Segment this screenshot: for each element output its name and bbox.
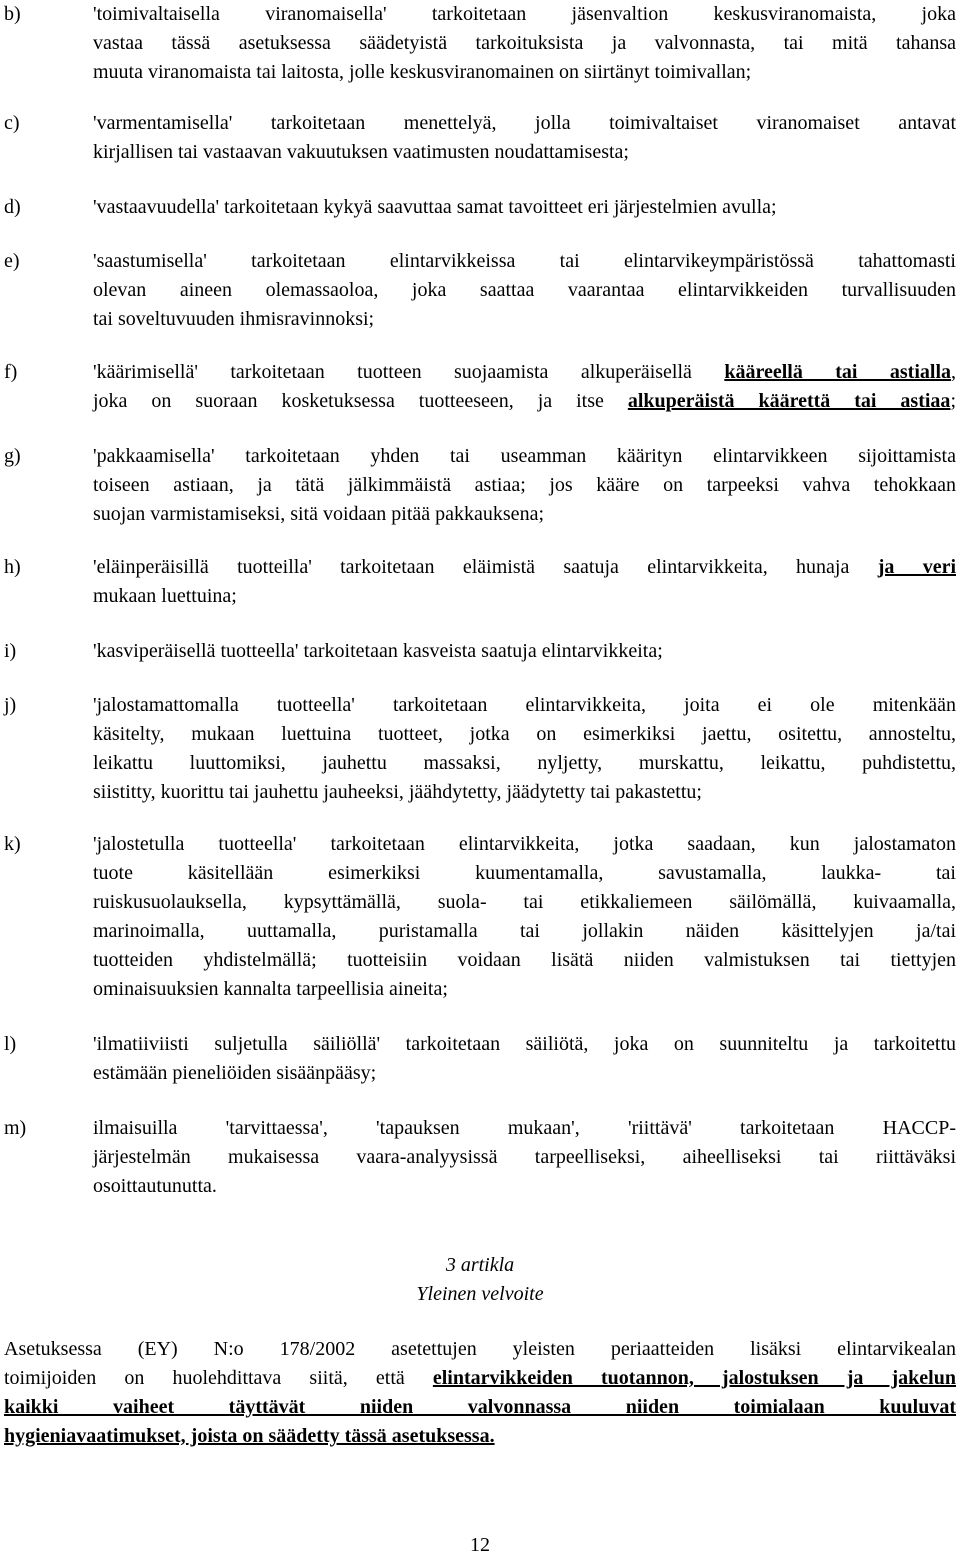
definition-item-j (4, 691, 956, 807)
text-line: olevan aineen olemassaoloa, joka saattaa vaarantaa elintarvikkeiden turvallisuuden (93, 279, 956, 301)
text-line: toiseen astiaan, ja tätä jälkimmäistä astiaa; jos kääre on tarpeeksi vahva tehokkaan (93, 474, 956, 496)
text-line (4, 1422, 956, 1451)
item-letter: h) (4, 556, 21, 578)
item-letter: c) (4, 112, 20, 134)
definition-item-i (4, 637, 956, 666)
text-line: suojan varmistamiseksi, sitä voidaan pitää pakkauksena; (93, 503, 544, 525)
item-letter: f) (4, 361, 18, 383)
text-line: tuotteiden yhdistelmällä; tuotteisiin voidaan lisätä niiden valmistuksen tai tiettyjen (93, 949, 956, 971)
item-letter: j) (4, 694, 17, 716)
text-line: 'vastaavuudella' tarkoitetaan kykyä saavuttaa samat tavoitteet eri järjestelmien avulla; (93, 196, 777, 218)
underlined-text: ja veri (877, 556, 956, 578)
item-letter: b) (4, 3, 21, 25)
item-text (93, 553, 956, 611)
text-segment: joka on suoraan kosketuksessa tuotteeseen, ja itse (93, 390, 628, 412)
text-line: leikattu luuttomiksi, jauhettu massaksi, nyljetty, murskattu, leikattu, puhdistettu, (93, 752, 956, 774)
text-line: marinoimalla, uuttamalla, puristamalla tai jollakin näiden käsittelyjen ja/tai (93, 920, 956, 942)
text-line: muuta viranomaista tai laitosta, jolle keskusviranomainen on siirtänyt toimivallan; (93, 61, 752, 83)
text-line: Asetuksessa (EY) N:o 178/2002 asetettujen yleisten periaatteiden lisäksi elintarvikealan (4, 1338, 956, 1360)
item-letter: k) (4, 833, 21, 855)
text-line: käsitelty, mukaan luettuina tuotteet, jotka on esimerkiksi jaettu, ositettu, annosteltu, (93, 723, 956, 745)
text-line: 'jalostamattomalla tuotteella' tarkoitetaan elintarvikkeita, joita ei ole mitenkään (93, 694, 956, 716)
article-number: 3 artikla (445, 1254, 515, 1276)
text-line (93, 358, 956, 387)
article-title: Yleinen velvoite (416, 1283, 544, 1305)
text-line (93, 387, 956, 416)
item-letter: g) (4, 445, 21, 467)
underlined-text: kaikki vaiheet täyttävät niiden valvonnassa niiden toimialaan kuuluvat (4, 1396, 956, 1418)
text-segment: 'eläinperäisillä tuotteilla' tarkoitetaan eläimistä saatuja elintarvikkeita, hunaja (93, 556, 878, 578)
text-line: 'saastumisella' tarkoitetaan elintarvikkeissa tai elintarvikeympäristössä tahattomasti (93, 250, 956, 272)
underlined-text: alkuperäistä käärettä tai astiaa (627, 390, 951, 412)
underlined-text: kääreellä tai astialla (724, 361, 951, 383)
text-segment: 'käärimisellä' tarkoitetaan tuotteen suojaamista alkuperäisellä (93, 361, 725, 383)
definition-item-f (4, 358, 956, 416)
underlined-text: hygieniavaatimukset, joista on säädetty tässä asetuksessa. (4, 1425, 495, 1447)
text-line: osoittautunutta. (93, 1175, 217, 1197)
text-line (93, 553, 956, 582)
text-line: 'pakkaamisella' tarkoitetaan yhden tai useamman käärityn elintarvikkeen sijoittamista (93, 445, 956, 467)
text-line: siistitty, kuorittu tai jauhettu jauheeksi, jäähdytetty, jäädytetty tai pakastettu; (93, 781, 702, 803)
item-text (93, 830, 956, 1004)
definition-item-b (4, 0, 956, 87)
text-line: ominaisuuksien kannalta tarpeellisia aineita; (93, 978, 448, 1000)
item-letter: i) (4, 640, 17, 662)
text-line: kirjallisen tai vastaavan vakuutuksen vaatimusten noudattamisesta; (93, 141, 629, 163)
text-line: 'toimivaltaisella viranomaisella' tarkoitetaan jäsenvaltion keskusviranomaista, joka (93, 3, 956, 25)
item-text (93, 109, 956, 167)
text-line: mukaan luettuina; (93, 585, 237, 607)
text-line: ruiskusuolauksella, kypsyttämällä, suola- tai etikkaliemeen säilömällä, kuivaamalla, (93, 891, 956, 913)
item-text (93, 247, 956, 334)
definition-item-h (4, 553, 956, 611)
item-letter: l) (4, 1033, 17, 1055)
page-number: 12 (470, 1534, 490, 1556)
text-line: ilmaisuilla 'tarvittaessa', 'tapauksen mukaan', 'riittävä' tarkoitetaan HACCP- (93, 1117, 956, 1139)
item-text (93, 637, 956, 666)
text-line: järjestelmän mukaisessa vaara-analyysissä tarpeelliseksi, aiheelliseksi tai riittäväksi (93, 1146, 956, 1168)
text-line (4, 1393, 956, 1422)
definition-item-m (4, 1114, 956, 1201)
text-segment: , (951, 361, 956, 383)
item-text (93, 691, 956, 807)
definition-item-c (4, 109, 956, 167)
text-line: tai soveltuvuuden ihmisravinnoksi; (93, 308, 375, 330)
definition-item-l (4, 1030, 956, 1088)
definition-item-e (4, 247, 956, 334)
definition-item-d (4, 193, 956, 222)
item-text (93, 0, 956, 87)
text-line: vastaa tässä asetuksessa säädetyistä tarkoituksista ja valvonnasta, tai mitä tahansa (93, 32, 956, 54)
text-segment: toimijoiden on huolehdittava siitä, että (4, 1367, 433, 1389)
item-text (93, 1030, 956, 1088)
text-line (4, 1364, 956, 1393)
text-line: 'kasviperäisellä tuotteella' tarkoitetaan kasveista saatuja elintarvikkeita; (93, 640, 663, 662)
item-text (93, 1114, 956, 1201)
underlined-text: elintarvikkeiden tuotannon, jalostuksen ja jakelun (432, 1367, 956, 1389)
item-letter: m) (4, 1117, 27, 1139)
article-paragraph (4, 1335, 956, 1451)
definition-item-g (4, 442, 956, 529)
item-text (93, 193, 956, 222)
item-text (93, 442, 956, 529)
text-line: 'ilmatiiviisti suljetulla säiliöllä' tarkoitetaan säiliötä, joka on suunniteltu ja tarkoitettu (93, 1033, 956, 1055)
text-line: tuote käsitellään esimerkiksi kuumentamalla, savustamalla, laukka- tai (93, 862, 956, 884)
item-text (93, 358, 956, 416)
definition-item-k (4, 830, 956, 1004)
text-segment: ; (950, 390, 956, 412)
text-line: 'varmentamisella' tarkoitetaan menettelyä, jolla toimivaltaiset viranomaiset antavat (93, 112, 956, 134)
text-line: estämään pieneliöiden sisäänpääsy; (93, 1062, 377, 1084)
item-letter: d) (4, 196, 21, 218)
text-line: 'jalostetulla tuotteella' tarkoitetaan elintarvikkeita, jotka saadaan, kun jalostamaton (93, 833, 956, 855)
item-letter: e) (4, 250, 20, 272)
